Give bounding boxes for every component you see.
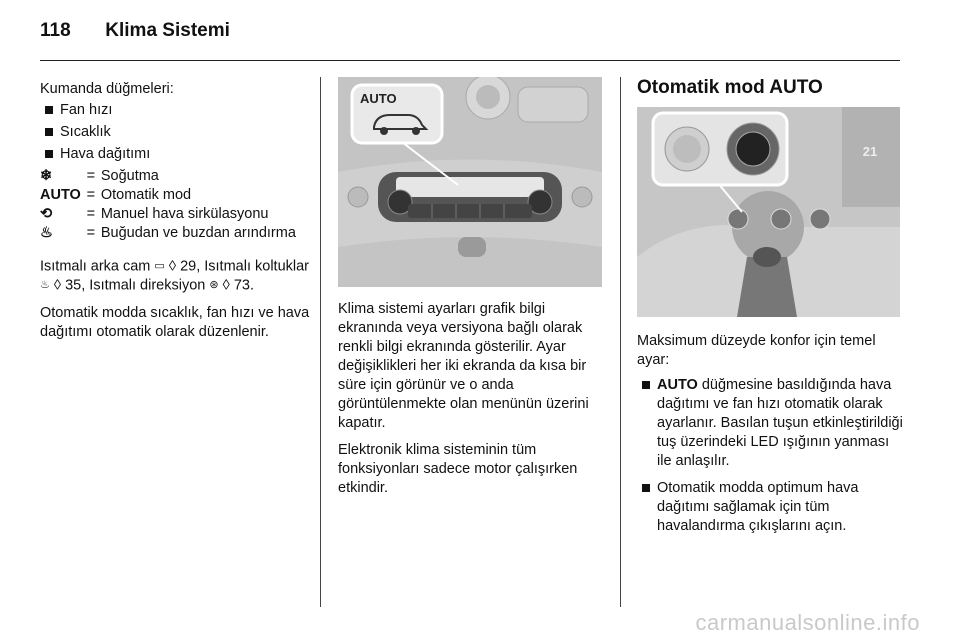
auto-mode-list — [637, 376, 905, 536]
heated-features-paragraph — [40, 257, 310, 296]
legend-row — [40, 205, 296, 224]
list-item — [637, 479, 905, 536]
paragraph-text: 29, Isıtmalı koltuklar — [180, 258, 309, 275]
page-title: Klima Sistemi — [105, 20, 230, 41]
page-header — [40, 20, 230, 42]
legend-equals: = — [86, 206, 96, 222]
legend-row — [40, 186, 296, 205]
column-1 — [40, 80, 310, 350]
legend-text: Otomatik mod — [100, 187, 192, 203]
list-item-text: Otomatik modda optimum hava dağıtımı sağlamak için tüm havalandırma çıkışlarını açın. — [657, 480, 859, 534]
column-divider-2 — [620, 77, 621, 607]
legend-equals: = — [86, 225, 96, 241]
display-paragraph: Klima sistemi ayarları grafik bilgi ekranında veya versiyona bağlı olarak renkli bilgi ekranında gösterilir. Ayar değişiklikleri her iki ekranda da kısa bir süre için görünür ve o anda görüntülenmekte olan menünün üzerini kapatır. — [338, 301, 589, 431]
column-2 — [338, 300, 606, 506]
climate-panel-photo — [338, 77, 602, 287]
legend-row — [40, 167, 296, 186]
legend-equals: = — [86, 168, 96, 184]
air-recirculation-icon: ⟲ — [40, 206, 53, 222]
auto-mode-icon: AUTO — [40, 187, 81, 203]
page-reference-icon: ◊ — [222, 277, 230, 294]
paragraph-text: Isıtmalı arka cam — [40, 258, 151, 275]
heated-steering-wheel-icon: ⊛ — [209, 279, 219, 292]
list-item — [637, 376, 905, 471]
legend-equals: = — [86, 187, 96, 203]
watermark: carmanualsonline.info — [695, 610, 920, 635]
list-item: Hava dağıtımı — [40, 145, 310, 164]
page-number: 118 — [40, 20, 71, 41]
column-3 — [637, 332, 905, 544]
controls-intro: Kumanda düğmeleri: — [40, 81, 174, 97]
paragraph-text: 73. — [233, 277, 254, 294]
legend-text: Buğudan ve buzdan arındırma — [100, 225, 296, 241]
legend-text: Soğutma — [100, 168, 159, 184]
list-item: Fan hızı — [40, 101, 310, 120]
paragraph-text: 35, Isıtmalı direksiyon — [65, 277, 206, 294]
page-reference-icon: ◊ — [168, 258, 177, 275]
section-heading: Otomatik mod AUTO — [637, 77, 823, 98]
symbol-legend — [40, 167, 296, 243]
controls-list — [40, 101, 310, 164]
page-reference-icon: ◊ — [53, 277, 62, 294]
column-divider-1 — [320, 77, 321, 607]
temperature-display: 21 — [862, 144, 878, 159]
header-rule — [40, 60, 900, 61]
legend-row — [40, 224, 296, 243]
list-item-text: düğmesine basıldığında hava dağıtımı ve fan hızı otomatik olarak ayarlanır. Basılan tuşun etkinleştirildiği tuş üzerindeki LED ışığının yanması ile anlaşılır. — [657, 377, 903, 469]
comfort-intro: Maksimum düzeyde konfor için temel ayar: — [637, 333, 876, 368]
column-3-heading-wrap — [637, 78, 903, 97]
cooling-icon: ❄ — [40, 168, 53, 184]
heated-seat-icon: ♨ — [40, 279, 50, 292]
list-item: Sıcaklık — [40, 123, 310, 142]
legend-text: Manuel hava sirkülasyonu — [100, 206, 269, 222]
auto-mode-photo — [637, 107, 900, 317]
engine-running-paragraph: Elektronik klima sisteminin tüm fonksiyonları sadece motor çalışırken etkindir. — [338, 442, 578, 496]
auto-keyword: AUTO — [657, 377, 698, 393]
heated-rear-window-icon: ▭ — [154, 260, 165, 272]
auto-mode-paragraph: Otomatik modda sıcaklık, fan hızı ve hava dağıtımı otomatik olarak düzenlenir. — [40, 304, 310, 340]
auto-button-callout-label: AUTO — [360, 91, 397, 106]
defrost-icon: ♨ — [40, 225, 53, 241]
